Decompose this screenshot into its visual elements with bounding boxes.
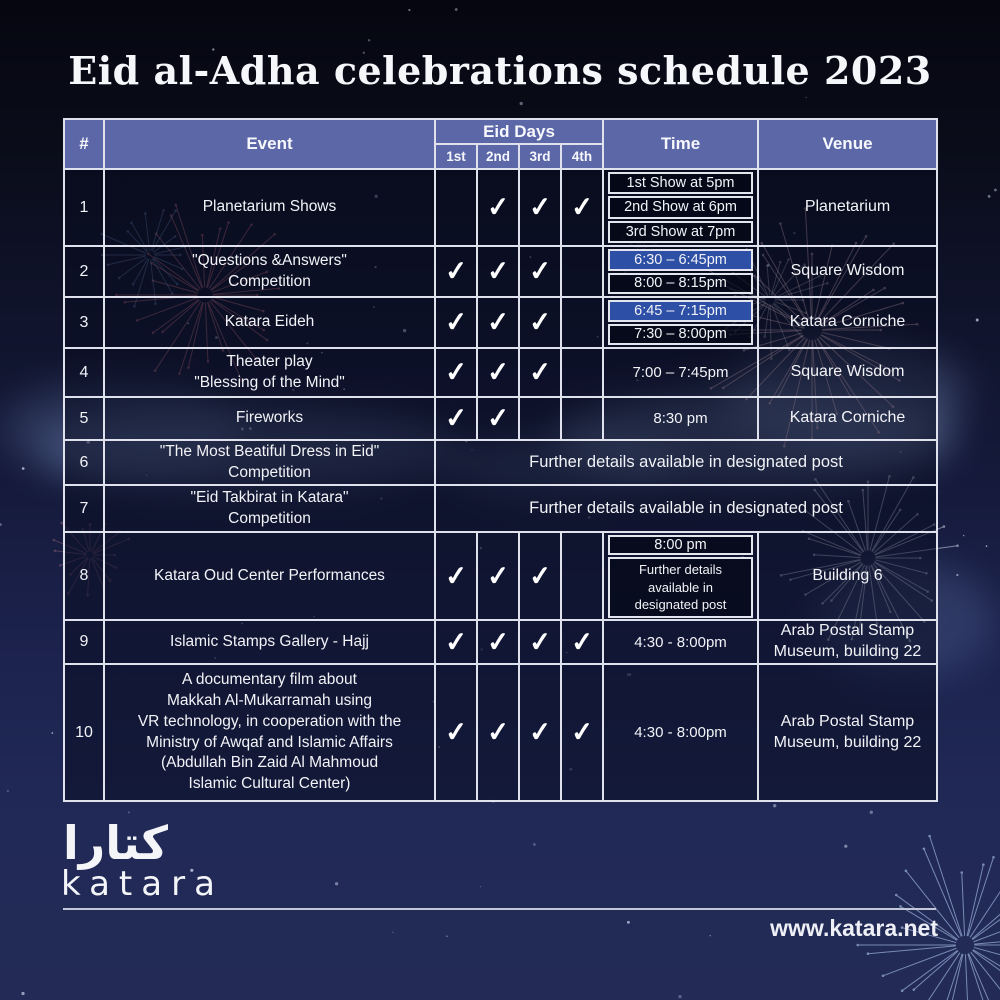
- day-check-cell: [519, 348, 561, 397]
- time-slot: 8:00 – 8:15pm: [608, 273, 753, 295]
- header-time: Time: [603, 119, 758, 169]
- checkmark-icon: ✓: [443, 402, 469, 434]
- row-number: 3: [64, 297, 104, 348]
- checkmark-icon: ✓: [527, 559, 553, 592]
- venue-name: Planetarium: [758, 169, 937, 246]
- event-line: Makkah Al-Mukarramah using: [166, 691, 373, 709]
- day-check-cell: [435, 297, 477, 348]
- day-check-cell: [477, 664, 519, 801]
- event-line: "Blessing of the Mind": [194, 373, 345, 391]
- checkmark-icon: ✓: [485, 255, 511, 287]
- row-number: 4: [64, 348, 104, 397]
- checkmark-icon: ✓: [443, 625, 469, 658]
- time-slot: 2nd Show at 6pm: [608, 196, 753, 218]
- katara-logo-latin: katara: [61, 864, 224, 904]
- time-slot-list: [604, 533, 757, 619]
- event-name: [104, 440, 435, 485]
- event-name: [104, 169, 435, 246]
- row-number: 7: [64, 485, 104, 532]
- table-row: [64, 348, 937, 397]
- day-check-cell: [477, 297, 519, 348]
- checkmark-icon: ✓: [485, 625, 511, 658]
- checkmark-icon: ✓: [485, 306, 511, 338]
- venue-name: Arab Postal Stamp Museum, building 22: [758, 620, 937, 664]
- event-line: Competition: [228, 509, 311, 527]
- venue-name: Katara Corniche: [758, 397, 937, 440]
- checkmark-icon: ✓: [527, 306, 553, 338]
- footer-divider: [63, 908, 936, 910]
- event-line: Theater play: [226, 352, 313, 370]
- schedule-table: [63, 118, 938, 802]
- day-check-cell: [519, 246, 561, 297]
- event-line: VR technology, in cooperation with the: [137, 712, 402, 730]
- time-cell: 7:00 – 7:45pm: [603, 348, 758, 397]
- checkmark-icon: ✓: [485, 191, 511, 223]
- time-slot: 1st Show at 5pm: [608, 172, 753, 194]
- day-empty-cell: [435, 169, 477, 246]
- event-line: "Questions &Answers": [192, 251, 347, 269]
- venue-name: Katara Corniche: [758, 297, 937, 348]
- row-number: 6: [64, 440, 104, 485]
- row-number: 2: [64, 246, 104, 297]
- time-slot: Further details available in designated post: [608, 557, 753, 618]
- day-empty-cell: [561, 246, 603, 297]
- checkmark-icon: ✓: [527, 356, 553, 388]
- event-line: Planetarium Shows: [202, 198, 337, 216]
- time-cell: [603, 246, 758, 297]
- row-number: 8: [64, 532, 104, 620]
- table-row: [64, 620, 937, 664]
- checkmark-icon: ✓: [569, 716, 595, 748]
- day-check-cell: [435, 620, 477, 664]
- header-eid-days: Eid Days: [435, 119, 603, 144]
- day-check-cell: [519, 532, 561, 620]
- day-check-cell: [435, 246, 477, 297]
- event-line: (Abdullah Bin Zaid Al Mahmoud: [160, 754, 379, 772]
- event-line: Competition: [228, 272, 311, 290]
- time-slot-list: [604, 298, 757, 347]
- event-line: Islamic Cultural Center): [188, 775, 351, 793]
- table-row: [64, 664, 937, 801]
- time-slot-highlighted: 6:45 – 7:15pm: [608, 300, 753, 322]
- table-body: [64, 169, 937, 801]
- day-check-cell: [519, 297, 561, 348]
- checkmark-icon: ✓: [485, 356, 511, 388]
- event-line: A documentary film about: [182, 670, 357, 688]
- header-row-main: [64, 119, 937, 144]
- day-check-cell: [561, 169, 603, 246]
- checkmark-icon: ✓: [443, 306, 469, 338]
- time-slot: 7:30 – 8:00pm: [608, 324, 753, 346]
- time-slot: 8:00 pm: [608, 535, 753, 555]
- day-check-cell: [477, 348, 519, 397]
- header-day-2nd: 2nd: [477, 144, 519, 169]
- day-check-cell: [435, 532, 477, 620]
- time-cell: 4:30 - 8:00pm: [603, 664, 758, 801]
- event-name: [104, 246, 435, 297]
- day-check-cell: [561, 620, 603, 664]
- event-name: [104, 532, 435, 620]
- header-day-4th: 4th: [561, 144, 603, 169]
- checkmark-icon: ✓: [527, 716, 553, 748]
- event-line: Competition: [228, 463, 311, 481]
- event-line: Katara Oud Center Performances: [154, 566, 385, 584]
- website-text: www.katara.net: [770, 915, 938, 941]
- checkmark-icon: ✓: [485, 559, 511, 592]
- checkmark-icon: ✓: [443, 716, 469, 748]
- table-row: [64, 485, 937, 532]
- header-day-3rd: 3rd: [519, 144, 561, 169]
- checkmark-icon: ✓: [443, 356, 469, 388]
- row-number: 1: [64, 169, 104, 246]
- time-cell: 4:30 - 8:00pm: [603, 620, 758, 664]
- checkmark-icon: ✓: [485, 402, 511, 434]
- event-name: [104, 664, 435, 801]
- day-empty-cell: [561, 297, 603, 348]
- checkmark-icon: ✓: [569, 625, 595, 658]
- event-name: [104, 620, 435, 664]
- table-row: [64, 532, 937, 620]
- time-cell: [603, 297, 758, 348]
- table-row: [64, 397, 937, 440]
- time-cell: [603, 532, 758, 620]
- header-venue: Venue: [758, 119, 937, 169]
- event-line: "The Most Beatiful Dress in Eid": [159, 442, 380, 460]
- day-empty-cell: [561, 397, 603, 440]
- event-line: Islamic Stamps Gallery - Hajj: [170, 632, 369, 650]
- table-row: [64, 440, 937, 485]
- day-check-cell: [477, 246, 519, 297]
- checkmark-icon: ✓: [443, 559, 469, 592]
- event-name: [104, 397, 435, 440]
- checkmark-icon: ✓: [569, 191, 595, 223]
- event-name: [104, 297, 435, 348]
- row-number: 5: [64, 397, 104, 440]
- checkmark-icon: ✓: [527, 255, 553, 287]
- day-check-cell: [519, 169, 561, 246]
- day-check-cell: [477, 397, 519, 440]
- day-check-cell: [435, 348, 477, 397]
- time-slot-list: [604, 247, 757, 296]
- page-title: Eid al-Adha celebrations schedule 2023: [68, 48, 932, 93]
- venue-name: Arab Postal Stamp Museum, building 22: [758, 664, 937, 801]
- table-row: [64, 297, 937, 348]
- checkmark-icon: ✓: [527, 625, 553, 658]
- checkmark-icon: ✓: [485, 716, 511, 748]
- venue-name: Square Wisdom: [758, 348, 937, 397]
- day-empty-cell: [561, 348, 603, 397]
- table-header: [64, 119, 937, 169]
- venue-name: Square Wisdom: [758, 246, 937, 297]
- header-event: Event: [104, 119, 435, 169]
- event-line: Fireworks: [235, 409, 304, 427]
- time-slot: 3rd Show at 7pm: [608, 221, 753, 243]
- details-note: Further details available in designated post: [435, 440, 937, 485]
- header-number: #: [64, 119, 104, 169]
- event-name: [104, 348, 435, 397]
- row-number: 10: [64, 664, 104, 801]
- event-line: Ministry of Awqaf and Islamic Affairs: [146, 733, 393, 751]
- time-cell: 8:30 pm: [603, 397, 758, 440]
- row-number: 9: [64, 620, 104, 664]
- day-check-cell: [477, 620, 519, 664]
- katara-logo-arabic: كتارا: [63, 816, 169, 870]
- table-row: [64, 246, 937, 297]
- table-row: [64, 169, 937, 246]
- day-empty-cell: [561, 532, 603, 620]
- day-check-cell: [477, 169, 519, 246]
- details-note: Further details available in designated post: [435, 485, 937, 532]
- day-check-cell: [435, 664, 477, 801]
- venue-name: Building 6: [758, 532, 937, 620]
- checkmark-icon: ✓: [527, 191, 553, 223]
- day-check-cell: [519, 664, 561, 801]
- checkmark-icon: ✓: [443, 255, 469, 287]
- day-check-cell: [561, 664, 603, 801]
- time-slot-highlighted: 6:30 – 6:45pm: [608, 249, 753, 271]
- day-empty-cell: [519, 397, 561, 440]
- day-check-cell: [477, 532, 519, 620]
- time-cell: [603, 169, 758, 246]
- event-line: Katara Eideh: [224, 313, 315, 331]
- event-line: "Eid Takbirat in Katara": [190, 488, 349, 506]
- header-day-1st: 1st: [435, 144, 477, 169]
- day-check-cell: [519, 620, 561, 664]
- event-name: [104, 485, 435, 532]
- time-slot-list: [604, 170, 757, 245]
- day-check-cell: [435, 397, 477, 440]
